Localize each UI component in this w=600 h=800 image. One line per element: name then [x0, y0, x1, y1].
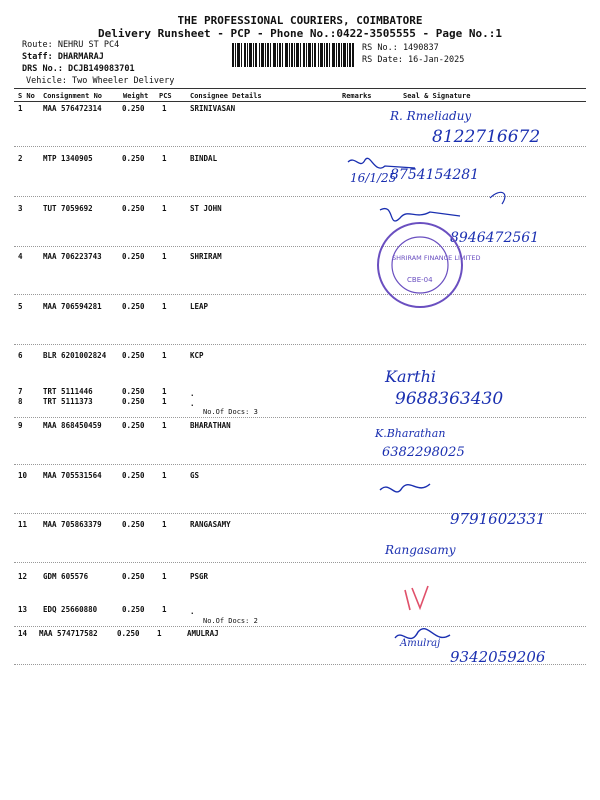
row-pcs: 1 — [162, 351, 167, 360]
signature-area — [340, 100, 590, 670]
column-header-consignee: Consignee Details — [190, 92, 262, 100]
document-subtitle: Delivery Runsheet - PCP - Phone No.:0422-3505555 - Page No.:1 — [98, 27, 502, 40]
column-header-consignment: Consignment No — [43, 92, 103, 100]
column-header-pcs: PCS — [159, 92, 172, 100]
signature-row-6: Karthi — [385, 367, 436, 386]
phone-row-9: 6382298025 — [382, 445, 465, 460]
row-weight: 0.250 — [122, 471, 145, 480]
phone-row-14: 9342059206 — [450, 648, 546, 666]
phone-row-1: 8122716672 — [432, 127, 541, 147]
docs-count-note: No.Of Docs: 3 — [203, 408, 258, 416]
signature-row-9: K.Bharathan — [375, 427, 446, 440]
column-header-weight: Weight — [123, 92, 149, 100]
row-consignee: PSGR — [190, 572, 209, 581]
row-consignee: BINDAL — [190, 154, 218, 163]
row-consignment: MAA 705863379 — [43, 520, 102, 529]
table-top-rule — [14, 88, 586, 89]
row-consignment: MAA 868450459 — [43, 421, 102, 430]
row-consignee: ST JOHN — [190, 204, 222, 213]
row-weight: 0.250 — [122, 204, 145, 213]
row-weight: 0.250 — [122, 104, 145, 113]
row-sno: 5 — [18, 302, 23, 311]
row-weight: 0.250 — [117, 629, 140, 638]
row-pcs: 1 — [162, 104, 167, 113]
row-pcs: 1 — [162, 421, 167, 430]
row-consignee: BHARATHAN — [190, 421, 231, 430]
vehicle-label: Vehicle: Two Wheeler Delivery — [26, 76, 175, 86]
row-consignment: GDM 605576 — [43, 572, 89, 581]
row-weight: 0.250 — [122, 397, 145, 406]
row-consignee: . — [190, 389, 195, 398]
row-consignee: . — [190, 399, 195, 408]
row-sno: 3 — [18, 204, 23, 213]
row-weight: 0.250 — [122, 252, 145, 261]
row-consignment: MAA 705531564 — [43, 471, 102, 480]
row-sno: 6 — [18, 351, 23, 360]
row-sno: 1 — [18, 104, 23, 113]
row-sno: 8 — [18, 397, 23, 406]
row-consignee: GS — [190, 471, 200, 480]
row-consignment: TRT 5111446 — [43, 387, 93, 396]
row-consignee: LEAP — [190, 302, 209, 311]
row-consignment: TRT 5111373 — [43, 397, 93, 406]
row-consignee: KCP — [190, 351, 204, 360]
row-weight: 0.250 — [122, 520, 145, 529]
column-header-remarks: Remarks — [342, 92, 372, 100]
row-weight: 0.250 — [122, 421, 145, 430]
row-sno: 7 — [18, 387, 23, 396]
row-weight: 0.250 — [122, 302, 145, 311]
row-consignment: BLR 6201002824 — [43, 351, 107, 360]
signature-row-1: R. Rmeliaduy — [390, 109, 472, 123]
row-sno: 12 — [18, 572, 28, 581]
stamp-name: SHRIRAM FINANCE LIMITED — [392, 254, 481, 262]
row-consignment: MAA 706594281 — [43, 302, 102, 311]
row-pcs: 1 — [162, 471, 167, 480]
row-sno: 14 — [18, 629, 28, 638]
stamp-code: CBE-04 — [407, 276, 433, 284]
row-sno: 9 — [18, 421, 23, 430]
phone-row-10: 9791602331 — [450, 510, 546, 528]
row-pcs: 1 — [162, 572, 167, 581]
docs-count-note: No.Of Docs: 2 — [203, 617, 258, 625]
row-sno: 2 — [18, 154, 23, 163]
column-header-sno: S No — [18, 92, 35, 100]
row-sno: 10 — [18, 471, 28, 480]
barcode-image — [232, 43, 354, 67]
row-consignee: AMULRAJ — [187, 629, 219, 638]
row-consignee: . — [190, 607, 195, 616]
row-consignment: MAA 706223743 — [43, 252, 102, 261]
signature-row-14: Amulraj — [400, 638, 441, 649]
row-pcs: 1 — [162, 520, 167, 529]
row-pcs: 1 — [162, 397, 167, 406]
row-consignee: SHRIRAM — [190, 252, 222, 261]
row-sno: 4 — [18, 252, 23, 261]
row-pcs: 1 — [162, 605, 167, 614]
signature-row-11: Rangasamy — [385, 543, 456, 557]
row-pcs: 1 — [162, 302, 167, 311]
row-pcs: 1 — [162, 387, 167, 396]
rs-date: RS Date: 16-Jan-2025 — [362, 55, 465, 65]
row-consignee: SRINIVASAN — [190, 104, 236, 113]
staff-label: Staff: DHARMARAJ — [22, 52, 104, 62]
row-pcs: 1 — [157, 629, 162, 638]
date-row-2: 16/1/25 — [350, 171, 397, 185]
drs-number: DRS No.: DCJB149083701 — [22, 64, 135, 74]
row-weight: 0.250 — [122, 605, 145, 614]
row-consignment: EDQ 25660880 — [43, 605, 98, 614]
row-sno: 13 — [18, 605, 28, 614]
column-header-signature: Seal & Signature — [403, 92, 471, 100]
phone-row-6: 9688363430 — [395, 389, 504, 409]
row-consignment: MAA 576472314 — [43, 104, 102, 113]
route-label: Route: NEHRU ST PC4 — [22, 40, 120, 50]
red-ink-mark — [405, 586, 428, 610]
document-title: THE PROFESSIONAL COURIERS, COIMBATORE — [177, 14, 423, 27]
row-pcs: 1 — [162, 204, 167, 213]
row-sno: 11 — [18, 520, 28, 529]
row-weight: 0.250 — [122, 154, 145, 163]
row-pcs: 1 — [162, 154, 167, 163]
row-consignment: TUT 7059692 — [43, 204, 93, 213]
rs-number: RS No.: 1490837 — [362, 43, 439, 53]
row-consignee: RANGASAMY — [190, 520, 231, 529]
row-pcs: 1 — [162, 252, 167, 261]
phone-row-3: 8946472561 — [450, 230, 540, 246]
phone-row-2: 8754154281 — [390, 167, 480, 183]
row-weight: 0.250 — [122, 351, 145, 360]
row-weight: 0.250 — [122, 572, 145, 581]
row-consignment: MTP 1340905 — [43, 154, 93, 163]
row-consignment: MAA 574717582 — [39, 629, 98, 638]
row-weight: 0.250 — [122, 387, 145, 396]
